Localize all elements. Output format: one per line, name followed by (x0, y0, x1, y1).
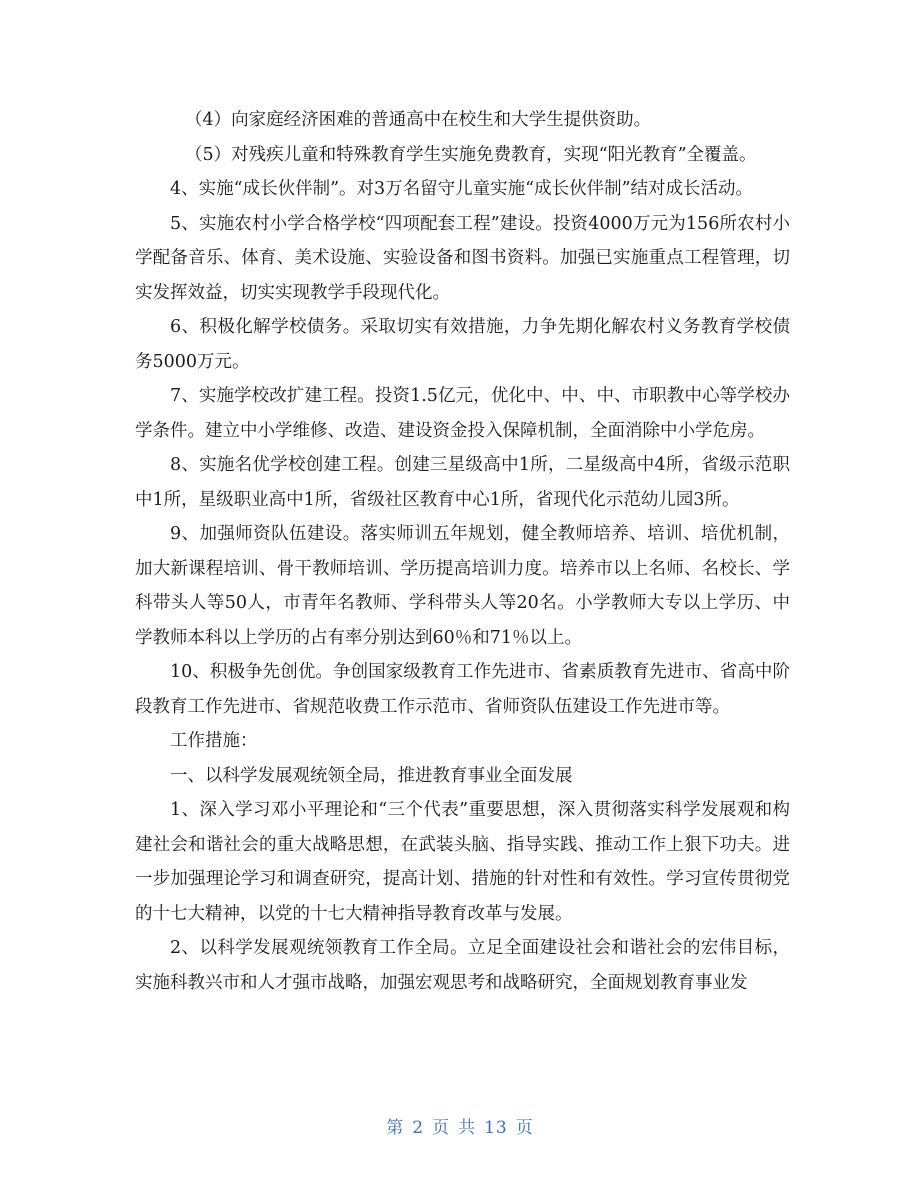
paragraph: （4）向家庭经济困难的普通高中在校生和大学生提供资助。 (185, 110, 652, 130)
paragraph: 10、积极争先创优。争创国家级教育工作先进市、省素质教育先进市、省高中阶段教育工作先进市、省规范收费工作示范市、省师资队伍建设工作先进市等。 (135, 662, 790, 717)
paragraph: 7、实施学校改扩建工程。投资1.5亿元，优化中、中、中、市职教中心等学校办学条件。建立中小学维修、改造、建设资金投入保障机制，全面消除中小学危房。 (135, 386, 790, 441)
page-footer (0, 1113, 920, 1138)
paragraph: 8、实施名优学校创建工程。创建三星级高中1所，二星级高中4所，省级示范职中1所，星级职业高中1所，省级社区教育中心1所，省现代化示范幼儿园3所。 (135, 455, 790, 510)
paragraph: 4、实施“成长伙伴制”。对3万名留守儿童实施“成长伙伴制”结对成长活动。 (170, 179, 754, 199)
paragraph: 6、积极化解学校债务。采取切实有效措施，力争先期化解农村义务教育学校债务5000万元。 (135, 317, 790, 372)
footer-current-page: 2 (412, 1118, 425, 1138)
paragraph: 2、以科学发展观统领教育工作全局。立足全面建设社会和谐社会的宏伟目标，实施科教兴市和人才强市战略，加强宏观思考和战略研究，全面规划教育事业发 (135, 938, 790, 993)
section-label: 工作措施： (170, 731, 258, 751)
section-heading: 一、以科学发展观统领全局，推进教育事业全面发展 (170, 765, 573, 786)
footer-label-ye2: 页 (515, 1118, 534, 1138)
paragraph: 1、深入学习邓小平理论和“三个代表”重要思想，深入贯彻落实科学发展观和构建社会和谐社会的重大战略思想，在武装头脑、指导实践、推动工作上狠下功夫。进一步加强理论学习和调查研究，提高计划、措施的针对性和有效性。学习宣传贯彻党的十七大精神，以党的十七大精神指导教育改革与发展。 (135, 800, 790, 924)
footer-label-page: 第 (386, 1118, 405, 1138)
paragraph: （5）对残疾儿童和特殊教育学生实施免费教育，实现“阳光教育”全覆盖。 (185, 144, 757, 165)
document-body (135, 103, 790, 1000)
paragraph: 9、加强师资队伍建设。落实师训五年规划，健全教师培养、培训、培优机制，加大新课程培训、骨干教师培训、学历提高培训力度。培养市以上名师、名校长、学科带头人等50人，市青年名教师、学科带头人等20名。小学教师大专以上学历、中学教师本科以上学历的占有率分别达到60％和71％以上。 (135, 524, 790, 648)
footer-label-total: 共 (458, 1118, 477, 1138)
footer-total-pages: 13 (484, 1118, 508, 1138)
footer-label-ye: 页 (432, 1118, 451, 1138)
paragraph: 5、实施农村小学合格学校“四项配套工程”建设。投资4000万元为156所农村小学配备音乐、体育、美术设施、实验设备和图书资料。加强已实施重点工程管理，切实发挥效益，切实实现教学手段现代化。 (135, 213, 790, 303)
